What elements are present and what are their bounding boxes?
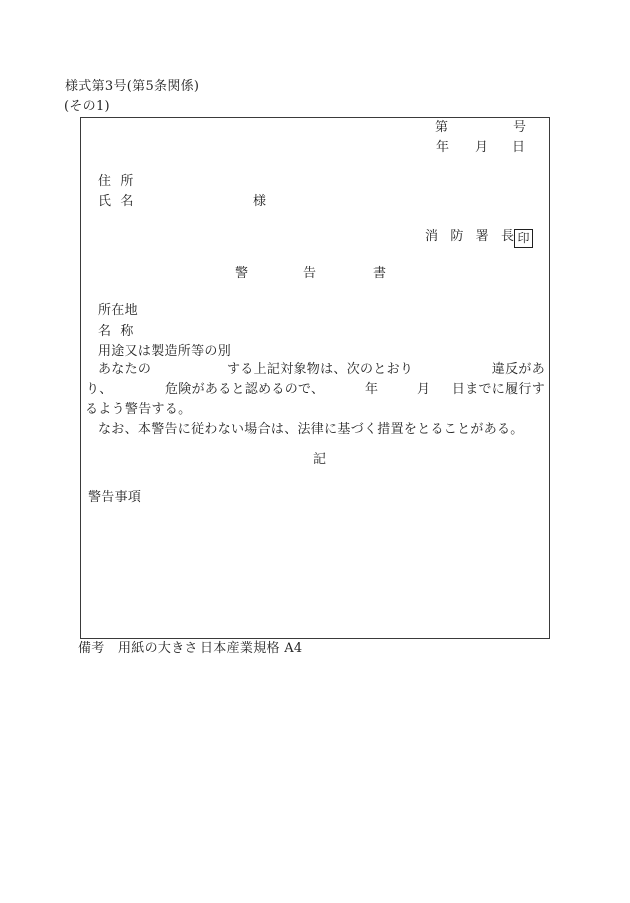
body-line1-start: あなたの	[98, 362, 152, 377]
body-line2-year-label: 年	[365, 382, 379, 397]
body-line4: なお、本警告に従わない場合は、法律に基づく措置をとることがある。	[98, 422, 524, 437]
doc-number-suffix: 号	[513, 120, 527, 135]
name-char-1: 氏	[98, 194, 112, 209]
recipient-honorific-label: 様	[253, 194, 267, 209]
recipient-name-label	[98, 195, 134, 208]
form-border-box	[80, 117, 550, 639]
issuer-char-2: 防	[450, 229, 464, 244]
field-location-label: 所在地	[98, 303, 138, 318]
remarks-item-label: 用紙の大きさ	[118, 641, 198, 656]
date-day-label: 日	[512, 140, 526, 155]
seal-label: 印	[517, 231, 530, 245]
field-name-label	[98, 325, 134, 338]
issuer-title-label	[425, 230, 514, 243]
recipient-address-label	[98, 175, 134, 188]
remarks-value-label: 日本産業規格 A4	[200, 641, 303, 656]
date-month-label: 月	[475, 140, 489, 155]
name-char-2: 名	[120, 194, 134, 209]
body-line2-month-label: 月	[417, 382, 431, 397]
seal-box	[514, 229, 533, 248]
remarks-label: 備考	[78, 641, 105, 656]
body-line2-start: り、	[86, 382, 113, 397]
address-char-2: 所	[120, 174, 134, 189]
body-line1-middle: する上記対象物は、次のとおり	[227, 362, 414, 377]
form-part-label: (その1)	[64, 99, 110, 114]
address-char-1: 住	[98, 174, 112, 189]
issuer-char-1: 消	[425, 229, 439, 244]
doc-title-char-3: 書	[373, 266, 387, 281]
issuer-char-3: 署	[475, 229, 489, 244]
warning-items-label: 警告事項	[88, 490, 142, 505]
date-year-label: 年	[436, 140, 450, 155]
field-name-char-1: 名	[98, 324, 112, 339]
field-name-char-2: 称	[120, 324, 134, 339]
form-number-label: 様式第3号(第5条関係)	[65, 79, 200, 94]
doc-title-char-2: 告	[303, 266, 317, 281]
doc-number-prefix: 第	[435, 120, 449, 135]
body-line2-middle: 危険があると認めるので、	[165, 382, 325, 397]
doc-title-char-1: 警	[235, 266, 249, 281]
ki-separator-label: 記	[313, 452, 327, 467]
body-line3: るよう警告する。	[85, 402, 192, 417]
body-line1-end: 違反があ	[491, 362, 545, 377]
issuer-char-4: 長	[500, 229, 515, 244]
field-usage-label: 用途又は製造所等の別	[98, 344, 232, 359]
body-line2-end: 日までに履行す	[451, 382, 545, 397]
